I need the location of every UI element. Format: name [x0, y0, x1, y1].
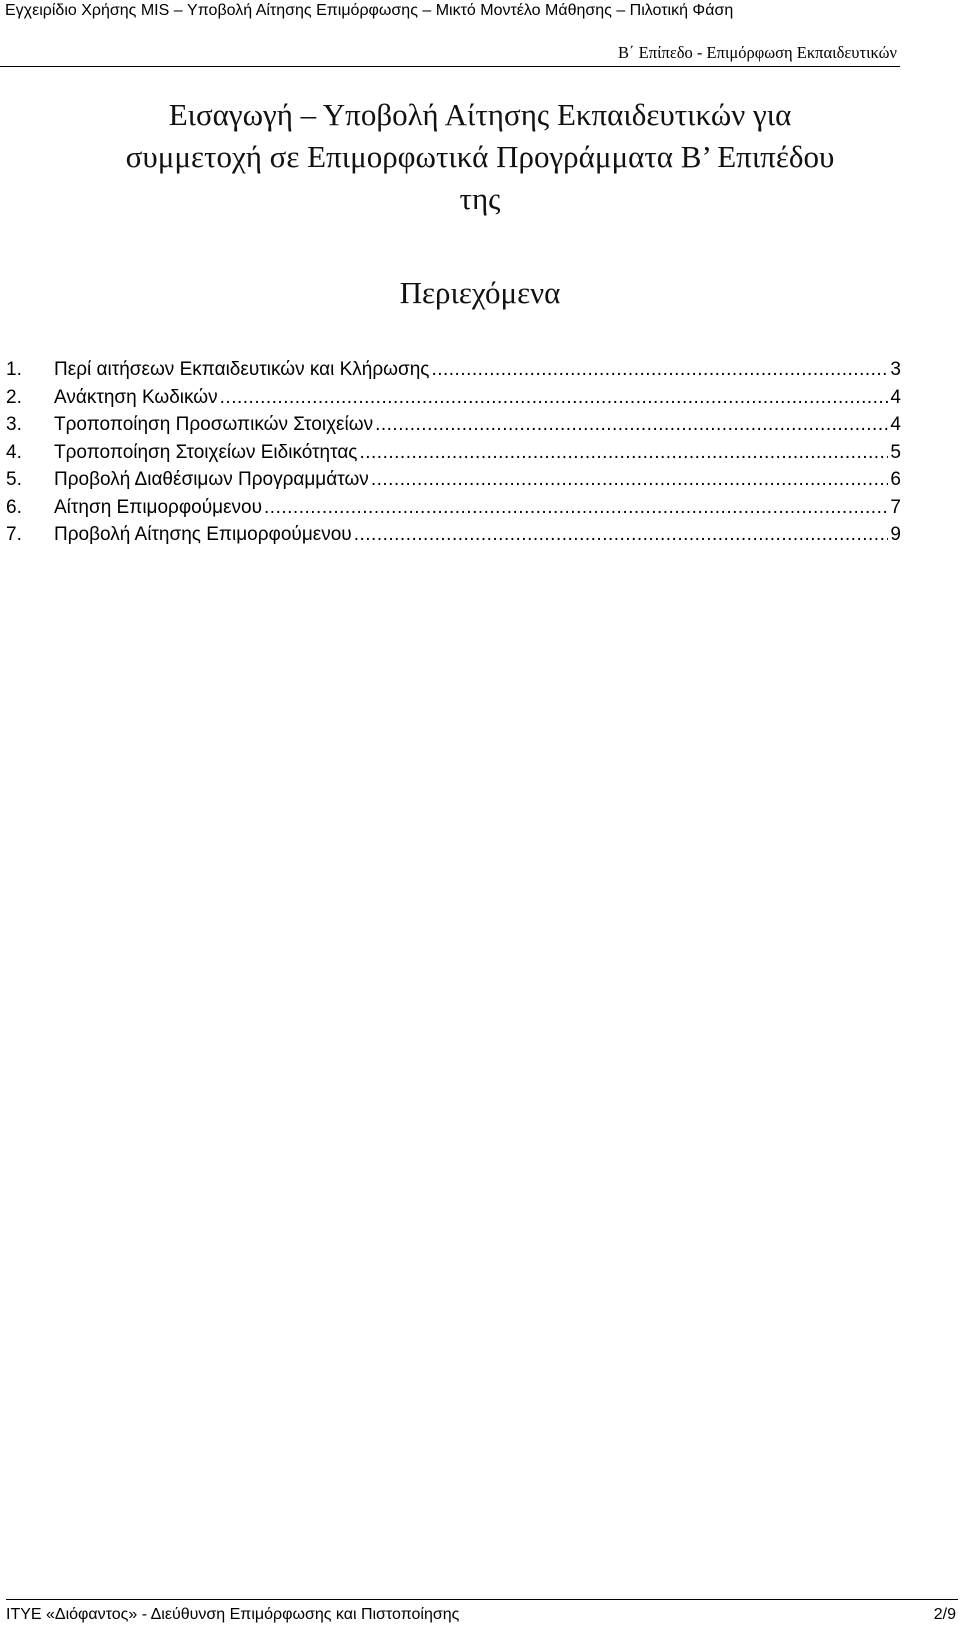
toc-entry-label: Προβολή Διαθέσιμων Προγραμμάτων [54, 469, 369, 490]
toc-entry-label: Αίτηση Επιμορφούμενου [54, 496, 263, 518]
document-title [0, 94, 960, 220]
toc-entry-page: 4 [890, 386, 901, 408]
toc-entry-number: 6. [6, 496, 22, 518]
toc-entry-page: 3 [890, 359, 901, 380]
document-title-line-2: συμμετοχή σε Επιμορφωτικά Προγράμματα Β’ Επιπέδου [125, 139, 835, 174]
toc-entry-6[interactable] [6, 494, 901, 522]
toc-dot-leader [431, 356, 888, 384]
toc-dot-leader [359, 439, 888, 467]
toc-entry-5[interactable] [6, 466, 901, 494]
toc-entry-label: Προβολή Αίτησης Επιμορφούμενου [54, 524, 352, 545]
table-of-contents [6, 356, 901, 549]
header-document-title: Εγχειρίδιο Χρήσης MIS – Υποβολή Αίτησης Επιμόρφωσης – Μικτό Μοντέλο Μάθησης – Πιλοτική Φάση [5, 2, 734, 19]
toc-entry-4[interactable] [6, 439, 901, 467]
toc-dot-leader [371, 466, 889, 494]
toc-entry-7[interactable] [6, 521, 901, 549]
toc-dot-leader [220, 384, 889, 412]
toc-entry-label: Τροποποίηση Στοιχείων Ειδικότητας [54, 441, 358, 463]
toc-heading: Περιεχόμενα [399, 275, 561, 310]
toc-entry-page: 9 [890, 524, 901, 545]
toc-dot-leader [264, 494, 888, 522]
toc-entry-label: Τροποποίηση Προσωπικών Στοιχείων [54, 414, 374, 435]
header-subtitle: Β΄ Επίπεδο - Επιμόρφωση Εκπαιδευτικών [618, 43, 897, 62]
toc-entry-3[interactable] [6, 411, 901, 439]
toc-entry-page: 4 [890, 414, 901, 435]
toc-entry-number: 7. [6, 524, 22, 545]
toc-entry-1[interactable] [6, 356, 901, 384]
toc-entry-number: 3. [6, 414, 22, 435]
toc-entry-label: Περί αιτήσεων Εκπαιδευτικών και Κλήρωσης [54, 359, 430, 380]
toc-entry-page: 5 [890, 441, 901, 463]
document-title-line-3: της [459, 181, 501, 216]
document-title-line-1: Εισαγωγή – Υποβολή Αίτησης Εκπαιδευτικών για [168, 97, 792, 132]
footer-page-indicator: 2/9 [933, 1606, 956, 1623]
toc-dot-leader [354, 521, 889, 549]
toc-entry-number: 2. [6, 386, 22, 408]
toc-entry-number: 4. [6, 441, 22, 463]
toc-entry-2[interactable] [6, 384, 901, 412]
toc-entry-label: Ανάκτηση Κωδικών [54, 386, 218, 408]
toc-entry-number: 1. [6, 359, 22, 380]
toc-entry-number: 5. [6, 469, 22, 490]
toc-entry-page: 7 [890, 496, 901, 518]
toc-dot-leader [375, 411, 888, 439]
page-footer [6, 1599, 958, 1630]
toc-entry-page: 6 [890, 469, 901, 490]
page-header [0, 0, 900, 67]
footer-organization: ΙΤΥΕ «Διόφαντος» - Διεύθυνση Επιμόρφωσης και Πιστοποίησης [6, 1606, 460, 1623]
